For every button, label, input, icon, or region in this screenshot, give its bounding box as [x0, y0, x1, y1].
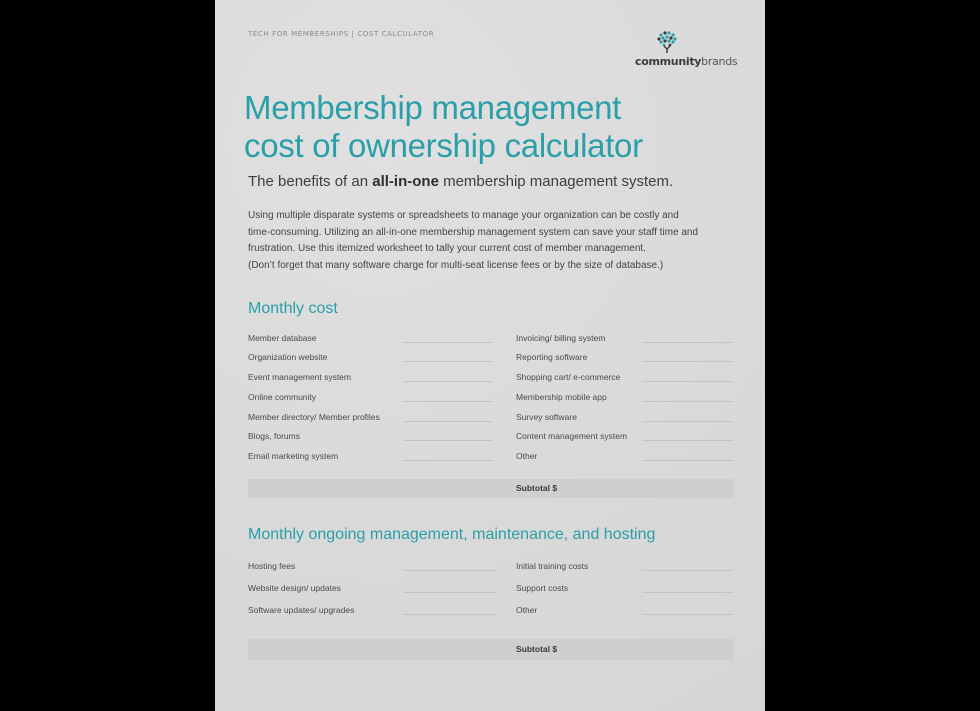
document-page	[215, 0, 765, 711]
row-label: Invoicing/ billing system	[516, 333, 606, 343]
survey-input[interactable]	[642, 421, 733, 422]
subtitle-text: membership management system.	[438, 173, 674, 190]
organization-website-input[interactable]	[403, 361, 493, 362]
row-label: Shopping cart/ e-commerce	[516, 372, 621, 382]
subtotal-label: Subtotal $	[516, 483, 558, 493]
other-ongoing-input[interactable]	[642, 614, 733, 615]
row-label: Website design/ updates	[248, 583, 341, 593]
row-label: Other	[516, 451, 538, 461]
row-label: Reporting software	[516, 352, 588, 362]
section-title-monthly-cost: Monthly cost	[248, 300, 338, 317]
ongoing-subtotal[interactable]	[248, 639, 734, 660]
row-label: Email marketing system	[248, 451, 339, 461]
intro-line: time-consuming. Utilizing an all-in-one membership management system can save your staff time and	[248, 226, 699, 238]
row-label: Survey software	[516, 412, 577, 422]
logo-wordmark-bold: community	[635, 55, 702, 68]
training-costs-input[interactable]	[642, 570, 733, 571]
row-label: Online community	[248, 392, 317, 402]
member-database-input[interactable]	[403, 342, 493, 343]
online-community-input[interactable]	[403, 401, 493, 402]
blogs-forums-input[interactable]	[403, 440, 493, 441]
email-marketing-input[interactable]	[403, 460, 493, 461]
subtitle-text: The benefits of an	[248, 173, 373, 190]
support-costs-input[interactable]	[642, 592, 733, 593]
mobile-app-input[interactable]	[642, 401, 733, 402]
tree-icon	[655, 30, 679, 54]
shopping-cart-input[interactable]	[642, 381, 733, 382]
row-label: Support costs	[516, 583, 568, 593]
row-label: Other	[516, 605, 538, 615]
row-label: Hosting fees	[248, 561, 296, 571]
row-label: Member database	[248, 333, 317, 343]
other-monthly-input[interactable]	[642, 460, 733, 461]
page-title-line-1: Membership management	[244, 89, 622, 126]
page-title	[244, 89, 643, 165]
row-label: Membership mobile app	[516, 392, 607, 402]
row-label: Content management system	[516, 431, 628, 441]
software-updates-input[interactable]	[403, 614, 496, 615]
intro-paragraph	[248, 208, 748, 274]
row-label: Blogs, forums	[248, 431, 300, 441]
website-design-input[interactable]	[403, 592, 496, 593]
reporting-input[interactable]	[642, 361, 733, 362]
hosting-fees-input[interactable]	[403, 570, 496, 571]
logo-wordmark	[635, 55, 737, 68]
intro-line: Using multiple disparate systems or spreadsheets to manage your organization can be costly and	[248, 210, 679, 221]
subtotal-label: Subtotal $	[516, 644, 558, 654]
row-label: Event management system	[248, 372, 351, 382]
event-management-input[interactable]	[403, 381, 493, 382]
section-title-ongoing: Monthly ongoing management, maintenance, and hosting	[248, 526, 656, 543]
page-subtitle	[248, 173, 673, 190]
row-label: Organization website	[248, 352, 328, 362]
row-label: Member directory/ Member profiles	[248, 412, 380, 422]
row-label: Initial training costs	[516, 561, 589, 571]
monthly-cost-subtotal[interactable]	[248, 479, 734, 498]
intro-line: frustration. Use this itemized worksheet to tally your current cost of member management.	[248, 243, 646, 254]
subtitle-emphasis: all-in-one	[372, 173, 439, 190]
community-brands-logo	[635, 30, 738, 70]
page-title-line-2: cost of ownership calculator	[244, 127, 643, 164]
intro-line: (Don’t forget that many software charge for multi-seat license fees or by the size of database.)	[248, 259, 664, 271]
cms-input[interactable]	[642, 440, 733, 441]
eyebrow-label: TECH FOR MEMBERSHIPS | COST CALCULATOR	[248, 30, 435, 38]
invoicing-input[interactable]	[642, 342, 733, 343]
row-label: Software updates/ upgrades	[248, 605, 355, 615]
logo-wordmark-light: brands	[701, 55, 738, 68]
member-directory-input[interactable]	[403, 421, 493, 422]
